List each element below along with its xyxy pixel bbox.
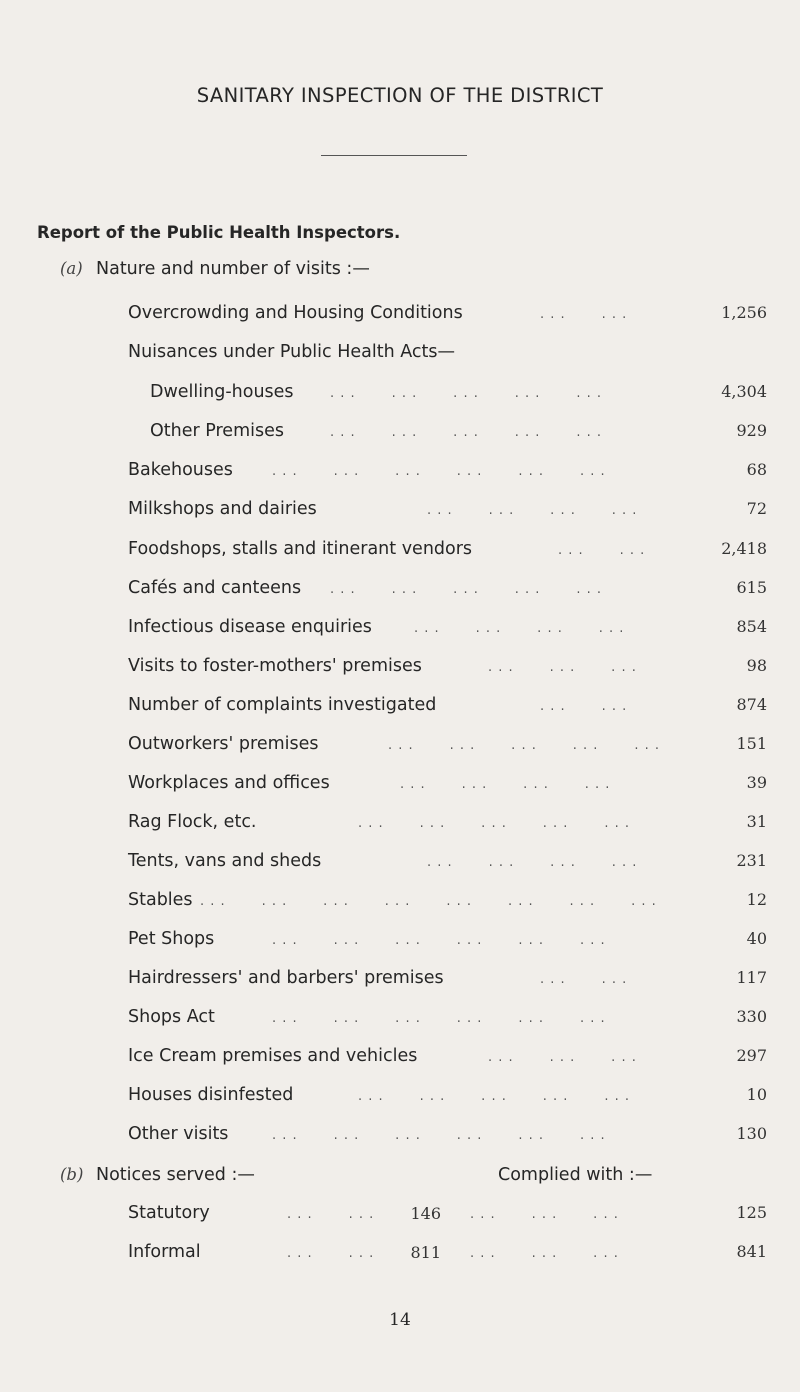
row-value: 615	[736, 578, 767, 597]
row-label: Cafés and canteens	[128, 578, 302, 598]
table-row	[0, 695, 800, 723]
report-heading: Report of the Public Health Inspectors.	[37, 223, 401, 242]
row-label: Pet Shops	[128, 929, 215, 949]
row-value: 10	[746, 1085, 767, 1104]
table-row	[0, 851, 800, 879]
leader-dots: . . . . . . . . .	[470, 1207, 619, 1222]
row-value: 4,304	[721, 382, 767, 401]
served-value: 146	[410, 1204, 441, 1223]
table-row	[0, 421, 800, 449]
row-label: Ice Cream premises and vehicles	[128, 1046, 418, 1066]
leader-dots: . . . . . . . . . . . . . . .	[358, 816, 631, 831]
row-value: 40	[746, 929, 767, 948]
row-value: 98	[746, 656, 767, 675]
section-a-heading: Nature and number of visits :—	[96, 259, 370, 279]
section-a-marker: (a)	[60, 259, 83, 278]
leader-dots: . . . . . .	[287, 1246, 375, 1261]
table-row	[0, 499, 800, 527]
row-label: Milkshops and dairies	[128, 499, 317, 519]
leader-dots: . . . . . . . . . . . . . . . . . .	[272, 1011, 606, 1026]
leader-dots: . . . . . . . . . . . .	[427, 503, 638, 518]
leader-dots: . . . . . . . . .	[488, 660, 637, 675]
leader-dots: . . . . . . . . . . . . . . . . . .	[272, 1128, 606, 1143]
page-title: SANITARY INSPECTION OF THE DISTRICT	[196, 84, 604, 107]
table-row	[0, 382, 800, 410]
table-row	[0, 1203, 800, 1231]
row-label: Stables	[128, 890, 193, 910]
row-label: Outworkers' premises	[128, 734, 319, 754]
row-value: 151	[736, 734, 767, 753]
table-row	[0, 734, 800, 762]
leader-dots: . . . . . . . . . . . .	[414, 621, 625, 636]
row-value: 297	[736, 1046, 767, 1065]
table-row	[0, 812, 800, 840]
row-label: Shops Act	[128, 1007, 215, 1027]
row-value: 854	[736, 617, 767, 636]
row-label: Houses disinfested	[128, 1085, 294, 1105]
leader-dots: . . . . . . . . . . . .	[400, 777, 611, 792]
row-value: 1,256	[721, 303, 767, 322]
leader-dots: . . . . . . . . . . . .	[427, 855, 638, 870]
row-value: 231	[736, 851, 767, 870]
section-b-heading: Notices served :—	[96, 1165, 255, 1185]
leader-dots: . . . . . . . . . . . . . . .	[358, 1089, 631, 1104]
leader-dots: . . . . . .	[287, 1207, 375, 1222]
row-value: 929	[736, 421, 767, 440]
section-a-heading-row	[0, 257, 800, 285]
table-row	[0, 968, 800, 996]
complied-heading: Complied with :—	[498, 1165, 653, 1185]
leader-dots: . . . . . . . . . . . . . . .	[388, 738, 661, 753]
row-label: Foodshops, stalls and itinerant vendors	[128, 539, 473, 559]
leader-dots: . . . . . .	[540, 699, 628, 714]
leader-dots: . . . . . . . . . . . . . . .	[330, 582, 603, 597]
title-divider	[321, 155, 467, 156]
row-value: 12	[746, 890, 767, 909]
section-b-marker: (b)	[60, 1165, 84, 1184]
row-label: Statutory	[128, 1203, 210, 1223]
row-label: Bakehouses	[128, 460, 233, 480]
served-value: 811	[410, 1243, 441, 1262]
leader-dots: . . . . . .	[540, 972, 628, 987]
complied-value: 841	[736, 1242, 767, 1261]
leader-dots: . . . . . . . . . . . . . . .	[330, 386, 603, 401]
table-row	[0, 578, 800, 606]
leader-dots: . . . . . .	[558, 543, 646, 558]
row-label: Informal	[128, 1242, 201, 1262]
page-number: 14	[389, 1310, 411, 1330]
section-a-subheading: Nuisances under Public Health Acts—	[128, 342, 456, 362]
table-row	[0, 929, 800, 957]
subheading-row	[0, 342, 800, 370]
leader-dots: . . . . . . . . . . . . . . . . . . . . . . . .	[200, 894, 657, 909]
table-row	[0, 1085, 800, 1113]
table-row	[0, 1124, 800, 1152]
row-label: Rag Flock, etc.	[128, 812, 257, 832]
section-b-heading-row	[0, 1163, 800, 1191]
leader-dots: . . . . . . . . . . . . . . . . . .	[272, 464, 606, 479]
table-row	[0, 656, 800, 684]
table-row	[0, 303, 800, 331]
row-label: Infectious disease enquiries	[128, 617, 372, 637]
row-label: Hairdressers' and barbers' premises	[128, 968, 444, 988]
row-label: Dwelling-houses	[150, 382, 294, 402]
row-label: Tents, vans and sheds	[128, 851, 322, 871]
table-row	[0, 539, 800, 567]
row-label: Other visits	[128, 1124, 229, 1144]
row-value: 2,418	[721, 539, 767, 558]
row-label: Overcrowding and Housing Conditions	[128, 303, 463, 323]
table-row	[0, 617, 800, 645]
row-value: 39	[746, 773, 767, 792]
row-value: 31	[746, 812, 767, 831]
leader-dots: . . . . . . . . . . . . . . . . . .	[272, 933, 606, 948]
row-value: 68	[746, 460, 767, 479]
table-row	[0, 460, 800, 488]
leader-dots: . . . . . . . . .	[470, 1246, 619, 1261]
table-row	[0, 1046, 800, 1074]
table-row	[0, 773, 800, 801]
row-label: Visits to foster-mothers' premises	[128, 656, 422, 676]
row-label: Workplaces and offices	[128, 773, 330, 793]
leader-dots: . . . . . . . . .	[488, 1050, 637, 1065]
row-value: 874	[736, 695, 767, 714]
row-label: Number of complaints investigated	[128, 695, 437, 715]
row-value: 117	[736, 968, 767, 987]
row-label: Other Premises	[150, 421, 284, 441]
leader-dots: . . . . . .	[540, 307, 628, 322]
table-row	[0, 890, 800, 918]
row-value: 330	[736, 1007, 767, 1026]
complied-value: 125	[736, 1203, 767, 1222]
row-value: 130	[736, 1124, 767, 1143]
row-value: 72	[746, 499, 767, 518]
leader-dots: . . . . . . . . . . . . . . .	[330, 425, 603, 440]
table-row	[0, 1242, 800, 1270]
table-row	[0, 1007, 800, 1035]
